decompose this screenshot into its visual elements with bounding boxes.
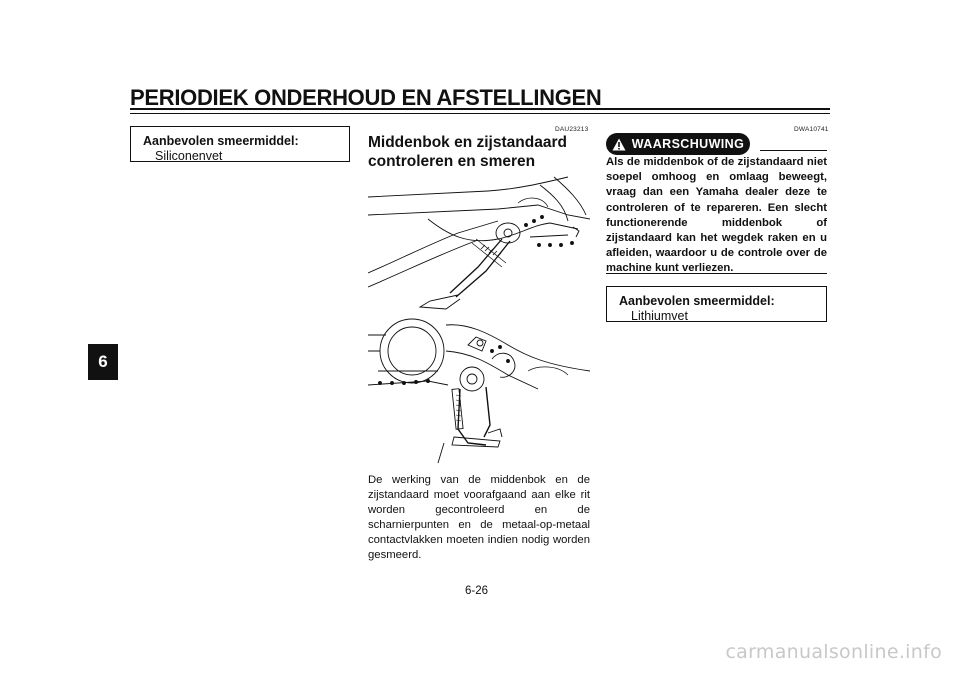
- page-title: PERIODIEK ONDERHOUD EN AFSTELLINGEN: [130, 85, 602, 110]
- warning-text: Als de middenbok of de zijstandaard niet soepel omhoog en omlaag beweegt, vraag dan een Yamaha dealer deze te controleren of te repareren. Een slecht functionerende middenbok of zijstandaard kan het wegdek raken en u afleiden, waardoor u de controle over de machine kunt verliezen.: [606, 156, 827, 275]
- lubricant-box-right: [606, 286, 827, 322]
- lubricant-box-left: [130, 126, 350, 162]
- warning-end-rule: [606, 273, 827, 274]
- warning-badge-label: WAARSCHUWING: [631, 137, 745, 151]
- warning-rule: [760, 150, 827, 151]
- section-code: DAU23213: [555, 126, 589, 133]
- title-rule-thin: [130, 113, 830, 114]
- stand-illustration: [368, 175, 590, 465]
- lubricant-value: Lithiumvet: [631, 309, 688, 323]
- lubricant-label: Aanbevolen smeermiddel:: [143, 134, 299, 148]
- chapter-tab: 6: [88, 344, 118, 380]
- page-number: 6-26: [465, 585, 489, 597]
- lubricant-label: Aanbevolen smeermiddel:: [619, 294, 775, 308]
- warning-code: DWA10741: [794, 126, 829, 133]
- lubricant-value: Siliconenvet: [155, 149, 223, 163]
- warning-triangle-icon: [612, 138, 626, 151]
- warning-badge: [606, 133, 750, 155]
- title-rule: [130, 108, 830, 110]
- watermark: carmanualsonline.info: [725, 641, 942, 663]
- section-heading: Middenbok en zijstandaard controleren en smeren: [368, 134, 567, 170]
- section-body: De werking van de middenbok en de zijstandaard moet voorafgaand aan elke rit worden gecontroleerd en de scharnierpunten en de metaal-op-metaal contactvlakken moeten indien nodig worden gesmeerd.: [368, 474, 590, 561]
